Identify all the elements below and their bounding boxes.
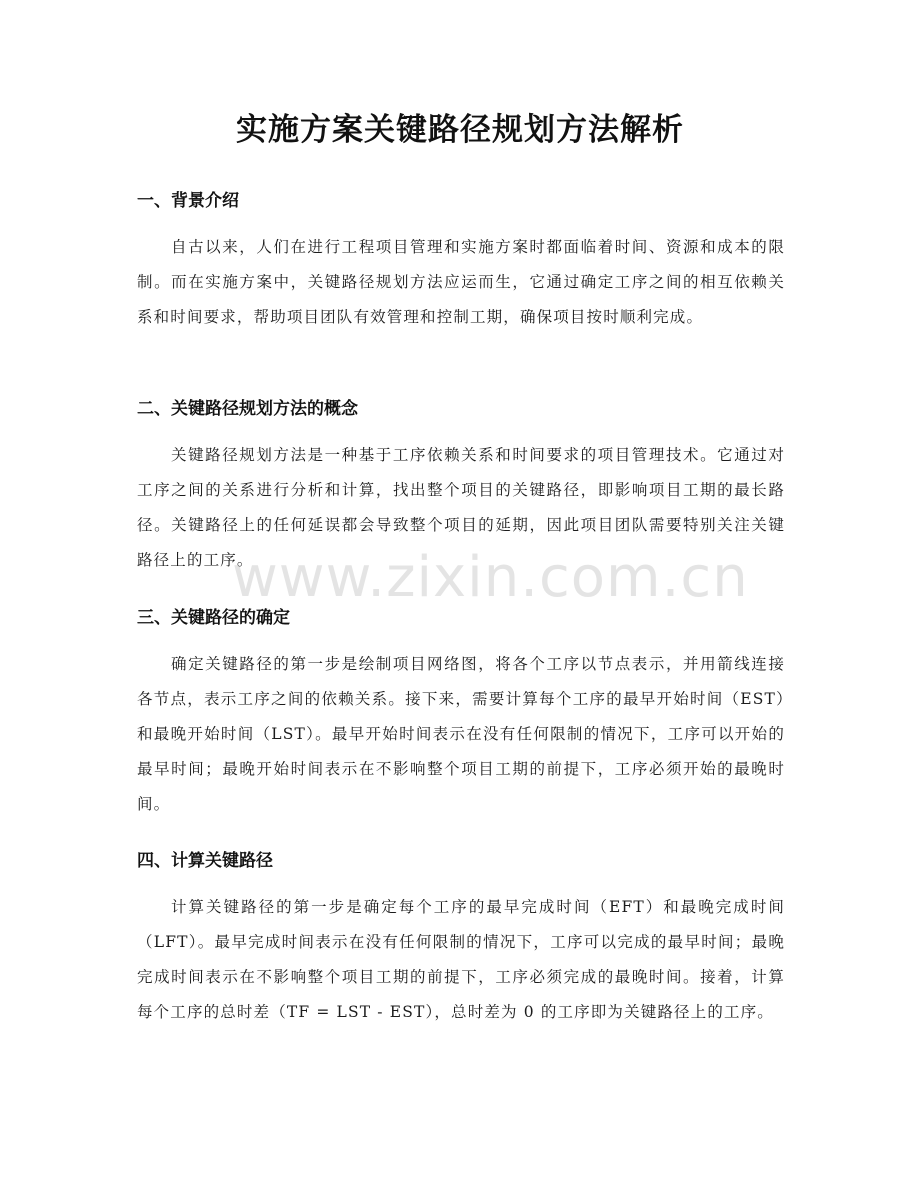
section-heading-background: 一、背景介绍 (137, 191, 239, 211)
section-paragraph-calculation: 计算关键路径的第一步是确定每个工序的最早完成时间（EFT）和最晚完成时间（LFT）。最早完成时间表示在没有任何限制的情况下，工序可以完成的最早时间；最晚完成时间表示在不影响整个项目工期的前提下，工序必须完成的最晚时间。接着，计算每个工序的总时差（TF = LST - EST），总时差为 0 的工序即为关键路径上的工序。 (137, 898, 785, 1021)
watermark: www.zixin.com.cn (232, 545, 749, 610)
section-paragraph-determination: 确定关键路径的第一步是绘制项目网络图，将各个工序以节点表示，并用箭线连接各节点，表示工序之间的依赖关系。接下来，需要计算每个工序的最早开始时间（EST）和最晚开始时间（LST）。最早开始时间表示在没有任何限制的情况下，工序可以开始的最早时间；最晚开始时间表示在不影响整个项目工期的前提下，工序必须开始的最晚时间。 (137, 655, 785, 813)
section-heading-determination: 三、关键路径的确定 (137, 608, 290, 628)
document-title: 实施方案关键路径规划方法解析 (236, 112, 684, 148)
section-heading-concept: 二、关键路径规划方法的概念 (137, 399, 358, 419)
section-paragraph-background: 自古以来，人们在进行工程项目管理和实施方案时都面临着时间、资源和成本的限制。而在实施方案中，关键路径规划方法应运而生，它通过确定工序之间的相互依赖关系和时间要求，帮助项目团队有效管理和控制工期，确保项目按时顺利完成。 (137, 238, 785, 326)
section-heading-calculation: 四、计算关键路径 (137, 851, 273, 871)
section-paragraph-concept: 关键路径规划方法是一种基于工序依赖关系和时间要求的项目管理技术。它通过对工序之间的关系进行分析和计算，找出整个项目的关键路径，即影响项目工期的最长路径。关键路径上的任何延误都会导致整个项目的延期，因此项目团队需要特别关注关键路径上的工序。 (137, 446, 785, 569)
